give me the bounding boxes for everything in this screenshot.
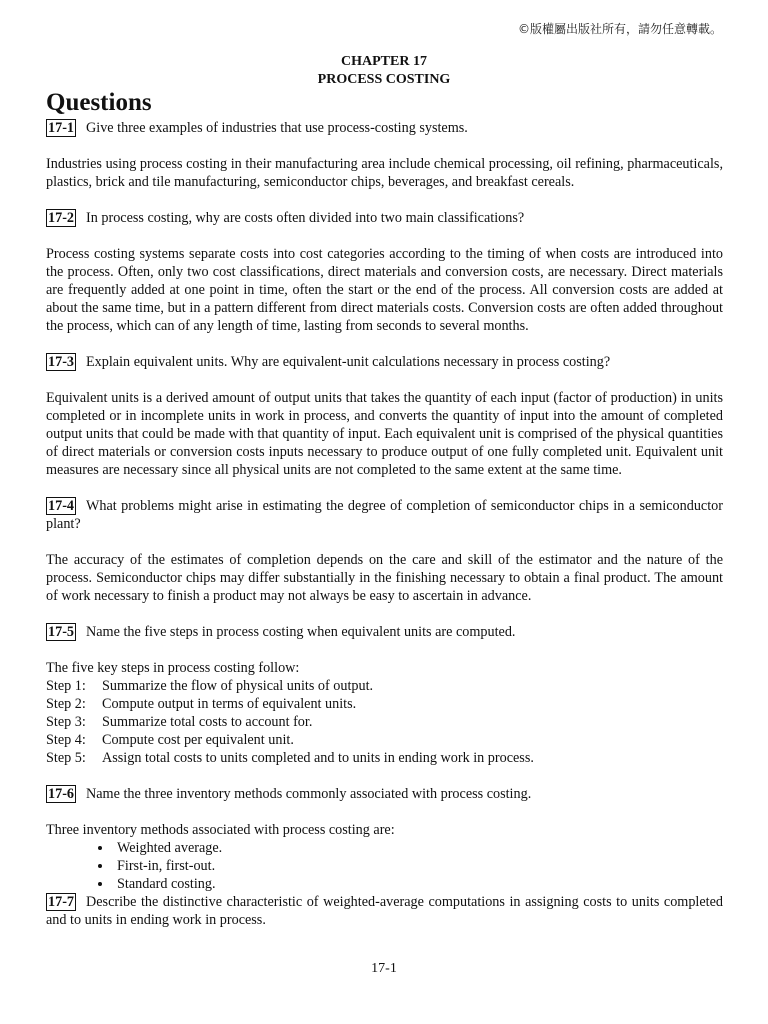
question-17-2 [46,209,723,227]
inventory-methods-list [46,839,723,893]
question-number: 17-6 [48,786,75,802]
step-label: Step 2: [46,696,86,712]
answer-17-5-intro: The five key steps in process costing follow: [46,660,300,676]
question-number: 17-2 [48,210,75,226]
list-item: • First-in, first-out. [113,857,723,875]
step-text: Compute cost per equivalent unit. [102,732,294,748]
chapter-heading [0,53,768,89]
answer-17-2: Process costing systems separate costs into cost categories according to the timing of when costs are introduced into the process. Often, only two cost classifications, direct materials and conversion costs, are necessary. Direct materials are frequently added at one point in time, often the start or the end of the process. All conversion costs are added at about the same time, but in a pattern different from direct materials costs. Conversion costs are often added throughout the process, which can of any length of time, lasting from seconds to several months. [46,246,723,334]
step-label: Step 4: [46,732,86,748]
step-text: Compute output in terms of equivalent units. [102,696,357,712]
question-text: Explain equivalent units. Why are equivalent-unit calculations necessary in process costing? [86,354,611,370]
list-item [46,749,723,767]
question-text: Describe the distinctive characteristic of weighted-average computations in assigning costs to units completed and to units in ending work in process. [46,894,723,928]
list-item [46,695,723,713]
answer-17-3: Equivalent units is a derived amount of output units that takes the quantity of each input (factor of production) in units completed or in incomplete units in work in process, and converts the quantity of input into the amount of completed output units that could be made with that quantity of input. Each equivalent unit is comprised of the physical quantities of direct materials or conversion costs inputs necessary to produce output of one fully completed unit. Equivalent unit measures are necessary since all physical units are not completed to the same extent at the same time. [46,390,723,478]
question-17-4 [46,497,723,533]
list-item: • Weighted average. [113,839,723,857]
question-text: Give three examples of industries that use process-costing systems. [86,120,468,136]
step-text: Assign total costs to units completed and to units in ending work in process. [102,750,534,766]
step-label: Step 3: [46,714,86,730]
answer-17-6-intro: Three inventory methods associated with process costing are: [46,822,395,838]
question-text: What problems might arise in estimating the degree of completion of semiconductor chips in a semiconductor plant? [46,498,723,532]
question-17-6 [46,785,723,803]
steps-list [46,677,723,767]
list-item: • Standard costing. [113,875,723,893]
question-number: 17-1 [48,120,75,136]
question-17-1 [46,119,723,137]
question-number: 17-7 [48,894,75,910]
question-number: 17-4 [48,498,75,514]
answer-17-4: The accuracy of the estimates of completion depends on the care and skill of the estimator and the nature of the process. Semiconductor chips may differ substantially in the finishing necessary to obtain a final product. The amount of work necessary to finish a product may not always be easy to ascertain in advance. [46,552,723,604]
answer-17-1: Industries using process costing in their manufacturing area include chemical processing, oil refining, pharmaceuticals, plastics, brick and tile manufacturing, semiconductor chips, beverages, and breakfast cereals. [46,156,723,190]
question-number: 17-3 [48,354,75,370]
question-17-3 [46,353,723,371]
questions-content [46,119,723,929]
step-label: Step 1: [46,678,86,694]
copyright-notice: ©版權屬出版社所有，請勿任意轉載。 [517,22,722,36]
step-text: Summarize total costs to account for. [102,714,313,730]
question-text: In process costing, why are costs often divided into two main classifications? [86,210,525,226]
question-text: Name the five steps in process costing when equivalent units are computed. [86,624,516,640]
question-number: 17-5 [48,624,75,640]
list-item [46,713,723,731]
question-17-5 [46,623,723,641]
step-label: Step 5: [46,750,86,766]
chapter-title: PROCESS COSTING [317,72,451,87]
list-item [46,677,723,695]
section-title: Questions [46,89,152,116]
question-text: Name the three inventory methods commonly associated with process costing. [86,786,532,802]
question-17-7 [46,893,723,929]
page-number: 17-1 [371,961,397,976]
chapter-number: CHAPTER 17 [341,54,427,69]
step-text: Summarize the flow of physical units of output. [102,678,374,694]
list-item [46,731,723,749]
